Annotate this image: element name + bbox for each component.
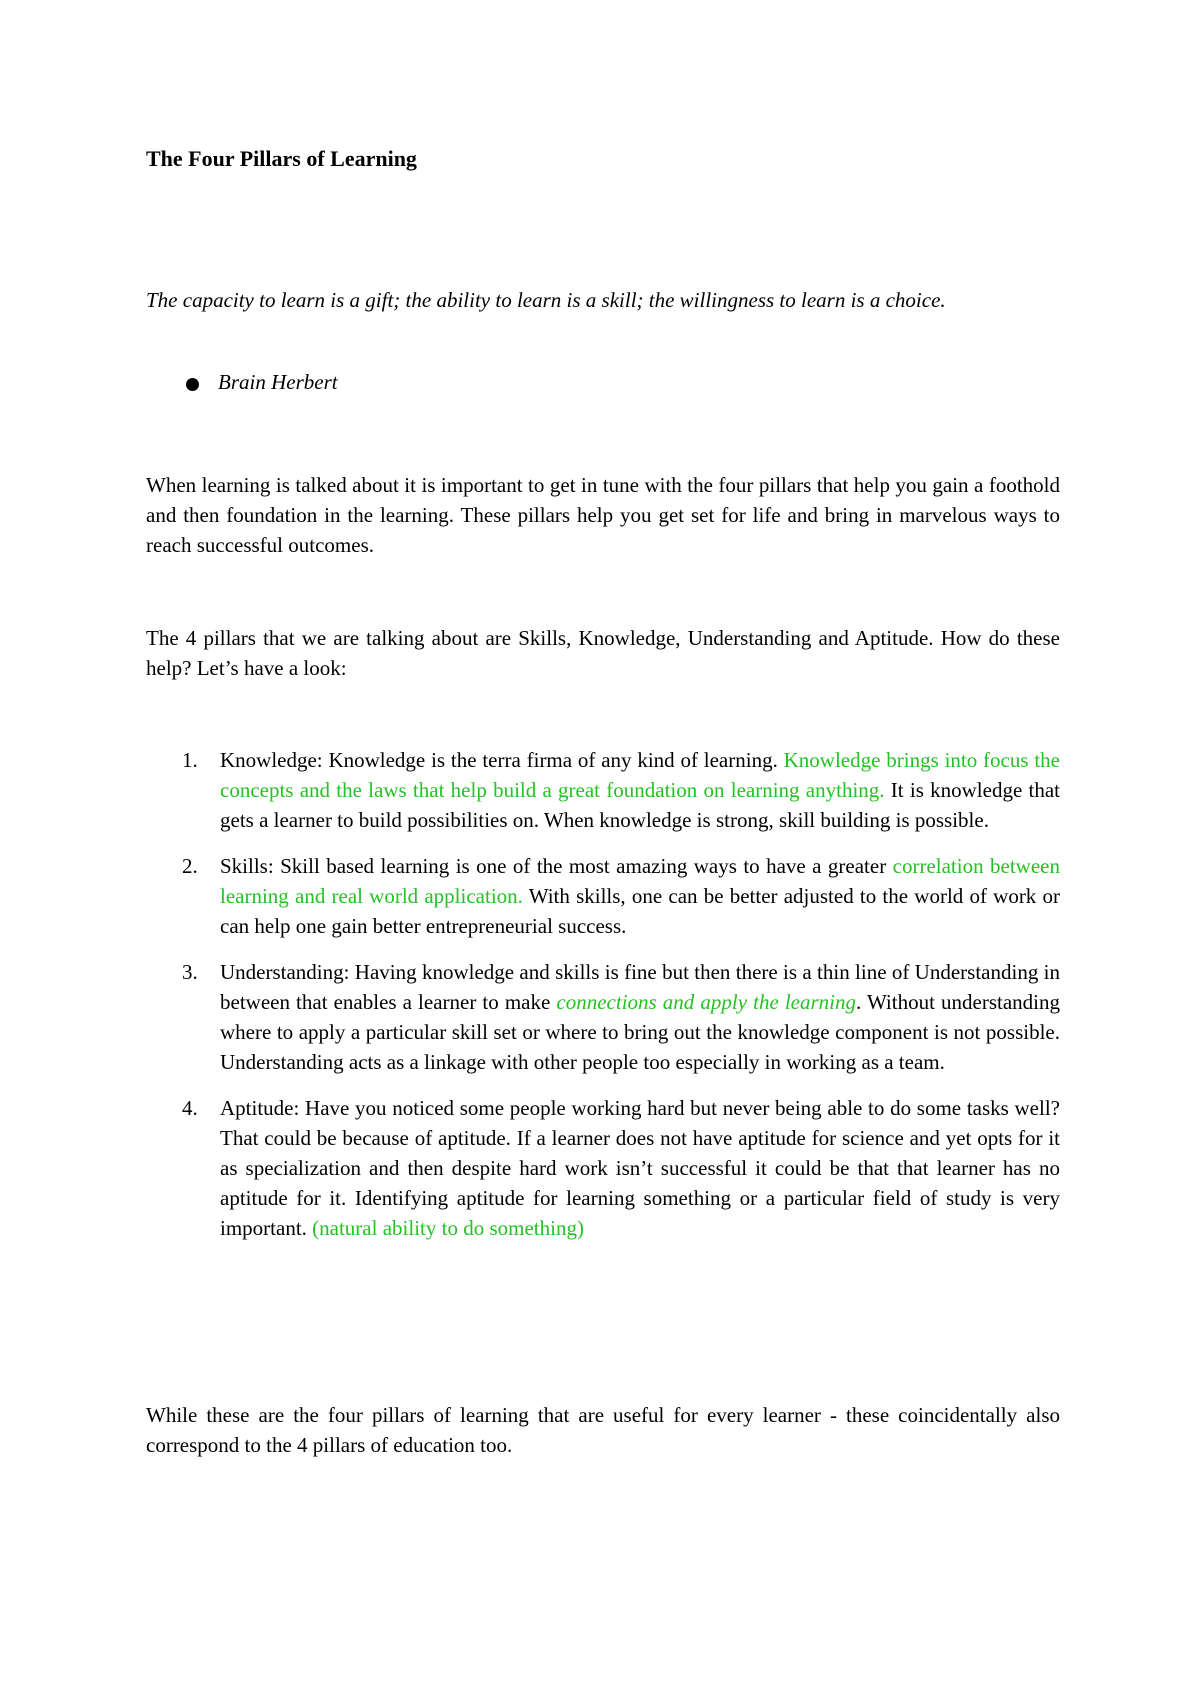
intro-paragraph: When learning is talked about it is important to get in tune with the four pillars that help you gain a foothold and then foundation in the learning. These pillars help you get set for life and bring in marvelous ways to reach successful outcomes. xyxy=(146,473,1060,557)
document-title: The Four Pillars of Learning xyxy=(146,146,417,171)
quote-text: The capacity to learn is a gift; the ability to learn is a skill; the willingness to learn is a choice. xyxy=(146,288,946,312)
quote-author: Brain Herbert xyxy=(218,370,338,394)
pillars-list xyxy=(146,745,1060,1259)
list-item-aptitude xyxy=(146,1093,1060,1243)
highlighted-text: Knowledge brings into focus the concepts and the laws that help build a great foundation on learning anything. xyxy=(220,748,1060,802)
list-item-text: With skills, one can be better adjusted to the world of work or can help one gain better entrepreneurial success. xyxy=(220,884,1060,938)
quote-author-line xyxy=(186,370,338,395)
list-item-text: Knowledge: Knowledge is the terra firma of any kind of learning. xyxy=(220,748,784,772)
highlighted-text: (natural ability to do something) xyxy=(312,1216,584,1240)
list-item-text: Understanding: Having knowledge and skills is fine but then there is a thin line of Understanding in between that enables a learner to make xyxy=(220,960,1060,1014)
closing-paragraph: While these are the four pillars of learning that are useful for every learner - these coincidentally also correspond to the 4 pillars of education too. xyxy=(146,1403,1060,1457)
list-item-skills xyxy=(146,851,1060,941)
list-item-number: 3. xyxy=(182,960,198,984)
pillars-intro-paragraph: The 4 pillars that we are talking about are Skills, Knowledge, Understanding and Aptitude. How do these help? Let’s have a look: xyxy=(146,626,1060,680)
highlighted-text: connections and apply the learning xyxy=(556,990,856,1014)
list-item-understanding xyxy=(146,957,1060,1077)
bullet-icon xyxy=(186,378,199,391)
list-item-text: Skills: Skill based learning is one of the most amazing ways to have a greater xyxy=(220,854,893,878)
list-item-number: 4. xyxy=(182,1096,198,1120)
list-item-number: 1. xyxy=(182,748,198,772)
list-item-knowledge xyxy=(146,745,1060,835)
list-item-text: It is knowledge that gets a learner to build possibilities on. When knowledge is strong, skill building is possible. xyxy=(220,778,1061,832)
highlighted-text: correlation between learning and real world application. xyxy=(220,854,1060,908)
list-item-text: . Without understanding where to apply a particular skill set or where to bring out the knowledge component is not possible. Understanding acts as a linkage with other people too especially in working as a team. xyxy=(220,990,1060,1074)
list-item-text: Aptitude: Have you noticed some people working hard but never being able to do some tasks well? That could be because of aptitude. If a learner does not have aptitude for science and yet opts for it as specialization and then despite hard work isn’t successful it could be that that learner has no aptitude for it. Identifying aptitude for learning something or a particular field of study is very important. xyxy=(220,1096,1060,1240)
list-item-number: 2. xyxy=(182,854,198,878)
